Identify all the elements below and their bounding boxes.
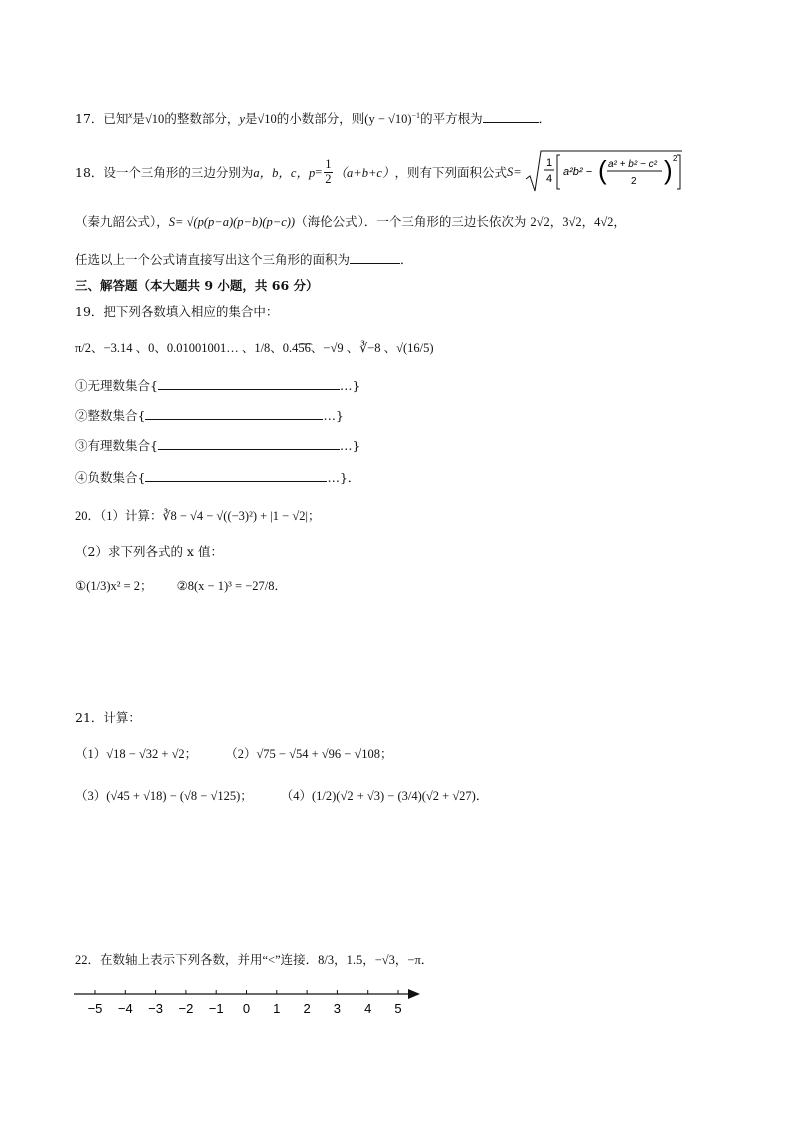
q20-equations: ①(1/3)x² = 2； ②8(x − 1)³ = −27/8． — [75, 579, 287, 593]
q17-number: 17． — [75, 111, 104, 126]
svg-text:1: 1 — [545, 157, 552, 169]
number-line-tick-label: 3 — [333, 1001, 342, 1016]
number-line-tick-label: 1 — [273, 1001, 281, 1016]
q18-answer-blank[interactable] — [350, 251, 400, 264]
q18-line1: 18． 设一个三角形的三边分别为 a，b，c，p = $\frac{1}{2}$ （a+b+c） ，则有下列面积公式 S= 1 4 a²b² − ( a² + b² − c² 2 ) 2 — [75, 150, 684, 194]
q20-part2: （2）求下列各式的 x 值： — [75, 544, 223, 559]
q19-blank-3[interactable] — [158, 437, 340, 450]
number-line-tick-label: −4 — [117, 1001, 133, 1016]
number-line-tick-label: −1 — [208, 1001, 224, 1016]
q19-numbers: π/2、−3.14 、0、0.01001001… 、1/8、0.4͡5͡6、−√9 、∛−8 、√(16/5) — [75, 341, 434, 355]
q19-stem: 19．把下列各数填入相应的集合中： — [75, 304, 279, 319]
svg-text:(: ( — [597, 155, 607, 185]
heron-formula: S= √(p(p−a)(p−b)(p−c)) — [168, 215, 296, 229]
svg-text:4: 4 — [545, 173, 552, 185]
fraction-half: $\frac{1}{2}$ — [325, 157, 332, 186]
q18-line3: 任选以上一个公式请直接写出这个三角形的面积为 ． — [75, 252, 413, 267]
svg-text:a² + b² − c²: a² + b² − c² — [607, 159, 657, 170]
q19-set-rational: ③有理数集合{ …} — [75, 438, 361, 453]
q19-set-negative: ④负数集合{ …}． — [75, 470, 361, 485]
q19-set-integer: ②整数集合{ …} — [75, 408, 344, 423]
number-line-tick-label: 5 — [394, 1001, 402, 1016]
q21-row2: （3）(√45 + √18) − (√8 − √125)； （4）(1/2)(√2 + √3) − (3/4)(√2 + √27)． — [75, 789, 489, 803]
q17: 17．已知$^x$是√10的整数部分，y是√10的小数部分，则$(y - √10)^{-1}$的平方根为 ． — [75, 109, 552, 126]
section-three-title: 三、解答题（本大题共 9 小题，共 66 分） — [75, 278, 319, 293]
qin-jiushao-formula — [524, 149, 684, 195]
q19-blank-4[interactable] — [145, 469, 327, 482]
q19-set-irrational: ①无理数集合{ …} — [75, 378, 361, 393]
svg-text:2: 2 — [672, 154, 678, 163]
number-line-tick-label: 4 — [364, 1001, 372, 1016]
number-line[interactable] — [70, 984, 430, 1024]
number-line-tick-label: −2 — [178, 1001, 194, 1016]
q21-row1: （1）√18 − √32 + √2； （2）√75 − √54 + √96 − √108； — [75, 747, 393, 761]
svg-text:2: 2 — [630, 176, 637, 187]
q19-blank-1[interactable] — [158, 377, 340, 390]
q19-blank-2[interactable] — [145, 407, 323, 420]
q22-stem: 22．在数轴上表示下列各数，并用“<”连接．8/3，1.5，−√3，−π． — [75, 953, 434, 967]
q17-answer-blank[interactable] — [483, 110, 539, 123]
q18-line2: （秦九韶公式），S= √(p(p−a)(p−b)(p−c))（海伦公式）．一个三角形的三边长依次为 2√2，3√2，4√2， — [75, 214, 626, 229]
q18-number: 18． — [75, 165, 104, 180]
q20-part1: 20．（1）计算：∛8 − √4 − √((−3)²) + |1 − √2|； — [75, 509, 321, 523]
number-line-tick-label: 2 — [303, 1001, 311, 1016]
svg-text:a²b² −: a²b² − — [562, 166, 592, 178]
number-line-tick-label: −3 — [148, 1001, 164, 1016]
number-line-tick-label: 0 — [242, 1001, 251, 1016]
q21-stem: 21．计算： — [75, 710, 141, 725]
svg-text:): ) — [663, 155, 673, 185]
number-line-tick-label: −5 — [87, 1001, 103, 1016]
